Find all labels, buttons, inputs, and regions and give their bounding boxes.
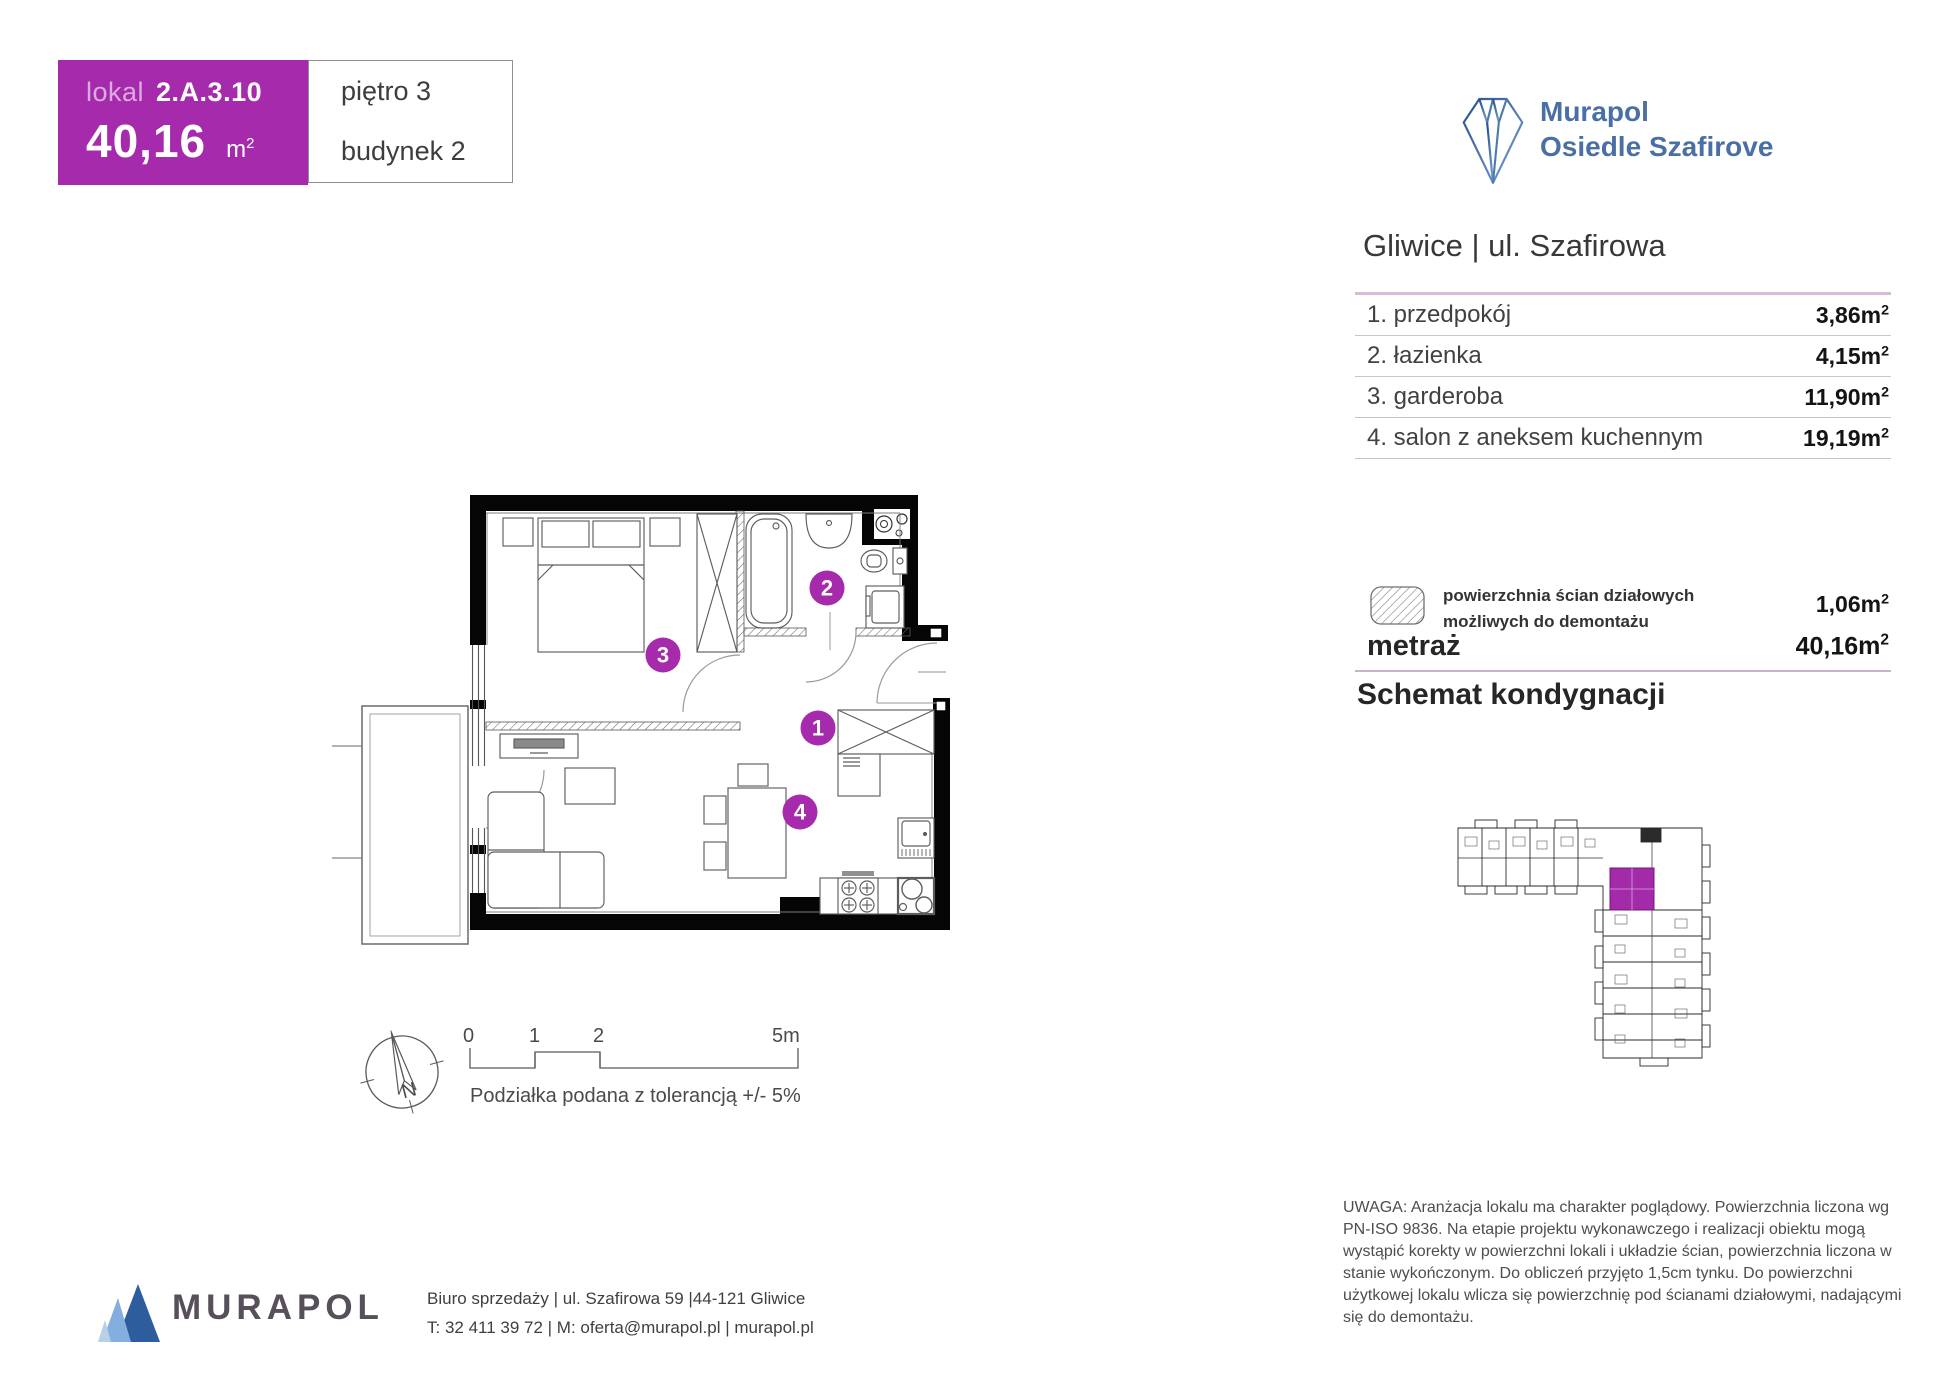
- table-row: [1355, 295, 1891, 336]
- room-area: $4,15m^2$: [1815, 342, 1889, 369]
- brand-line2: Osiedle Szafirove: [1540, 131, 1774, 162]
- washer: [866, 586, 904, 628]
- metraz-value: $40,16m^2$: [1795, 631, 1889, 661]
- murapol-m-icon: [98, 1280, 166, 1344]
- room-name: 3. garderoba: [1367, 383, 1504, 410]
- scale-0: 0: [463, 1025, 475, 1047]
- room-area: $11,90m^2$: [1804, 383, 1889, 410]
- footer-brand: MURAPOL: [172, 1288, 384, 1327]
- bathtub: [746, 514, 792, 628]
- lokal-area-value: 40,16: [86, 115, 207, 167]
- room-marker-3: 3: [656, 642, 670, 668]
- scale-2: 2: [593, 1025, 605, 1047]
- table-row: [1355, 336, 1891, 377]
- dining-set: [704, 764, 786, 878]
- metraz-label: metraż: [1367, 630, 1461, 662]
- room-marker-4: 4: [793, 799, 807, 825]
- brand-logo: [1452, 88, 1534, 197]
- room-table: [1355, 292, 1891, 459]
- schemat-title: Schemat kondygnacji: [1357, 678, 1666, 711]
- nightstand: [503, 518, 533, 546]
- balcony: [332, 706, 468, 944]
- room-name: 1. przedpokój: [1367, 301, 1512, 328]
- lokal-number: 2.A.3.10: [156, 77, 263, 107]
- wardrobe: [697, 514, 737, 652]
- hall-wardrobe: [838, 710, 934, 796]
- lokal-area: [86, 114, 308, 168]
- brand-line1: Murapol: [1540, 96, 1649, 127]
- location-title: Gliwice | ul. Szafirowa: [1363, 228, 1666, 263]
- brand-name: [1540, 94, 1773, 164]
- toilet: [861, 548, 907, 574]
- divider: [1355, 670, 1891, 672]
- schemat-kondygnacji: [1445, 815, 1775, 1070]
- disclaimer-text: UWAGA: Aranżacja lokalu ma charakter poglądowy. Powierzchnia liczona wg PN-ISO 9836. Na etapie projektu wykonawczego i realizacji obiektu mogą wystąpić korekty w powierzchni lokali i układzie ścian, powierzchnia liczona w stanie wykończonym. Do obliczeń przyjęto 1,5cm tynku. Do powierzchni użytkowej lokalu wlicza się powierzchnię pod ścianami działowymi, nadającymi się do demontażu.: [1343, 1199, 1902, 1326]
- lokal-label: lokal: [86, 77, 145, 107]
- metraz-row: [1355, 630, 1891, 663]
- sink: [806, 514, 852, 548]
- room-area: $19,19m^2$: [1803, 424, 1889, 451]
- kitchen: [820, 818, 934, 914]
- footer-contact-line: T: 32 411 39 72 | M: oferta@murapol.pl | murapol.pl: [427, 1318, 814, 1337]
- room-area: $3,86m^2$: [1815, 301, 1889, 328]
- scale-caption: Podziałka podana z tolerancją +/- 5%: [470, 1085, 801, 1107]
- lokal-id: [86, 77, 308, 108]
- demolition-area: $1,06m^2$: [1815, 591, 1889, 617]
- room-name: 4. salon z aneksem kuchennym: [1367, 424, 1704, 451]
- nightstand: [650, 518, 680, 546]
- room-name: 2. łazienka: [1367, 342, 1482, 369]
- room-marker-1: 1: [811, 715, 825, 741]
- tv-board: [500, 734, 578, 758]
- furniture: [488, 514, 934, 914]
- scale-1: 1: [529, 1025, 541, 1047]
- diamond-icon: [1452, 88, 1534, 192]
- scale-5m: 5m: [772, 1025, 800, 1047]
- demolition-note: powierzchnia ścian działowych możliwych do demontażu: [1443, 586, 1695, 631]
- coffee-table: [565, 768, 615, 804]
- scale-bar: [463, 1025, 801, 1107]
- table-row: [1355, 377, 1891, 418]
- building-label: budynek 2: [341, 136, 466, 166]
- floor-cell: [308, 60, 513, 122]
- floor-plan: [330, 480, 1010, 1130]
- lokal-area-unit: $m^2$: [226, 136, 255, 163]
- sofa: [488, 792, 604, 908]
- pillow: [542, 521, 589, 547]
- lokal-badge: [58, 60, 308, 185]
- pillow: [593, 521, 640, 547]
- hatch-icon: [1369, 585, 1427, 627]
- table-row: [1355, 418, 1891, 459]
- building-cell: [308, 121, 513, 183]
- compass-n: N: [399, 1078, 419, 1104]
- demolition-row: [1355, 583, 1891, 635]
- compass-icon: [349, 1019, 454, 1124]
- footer-address-line: Biuro sprzedaży | ul. Szafirowa 59 |44-121 Gliwice: [427, 1289, 806, 1308]
- floor-label: piętro 3: [341, 75, 432, 106]
- footer-address: [427, 1284, 814, 1342]
- fridge: [898, 818, 934, 858]
- window-band: [473, 645, 485, 893]
- room-marker-2: 2: [820, 575, 834, 601]
